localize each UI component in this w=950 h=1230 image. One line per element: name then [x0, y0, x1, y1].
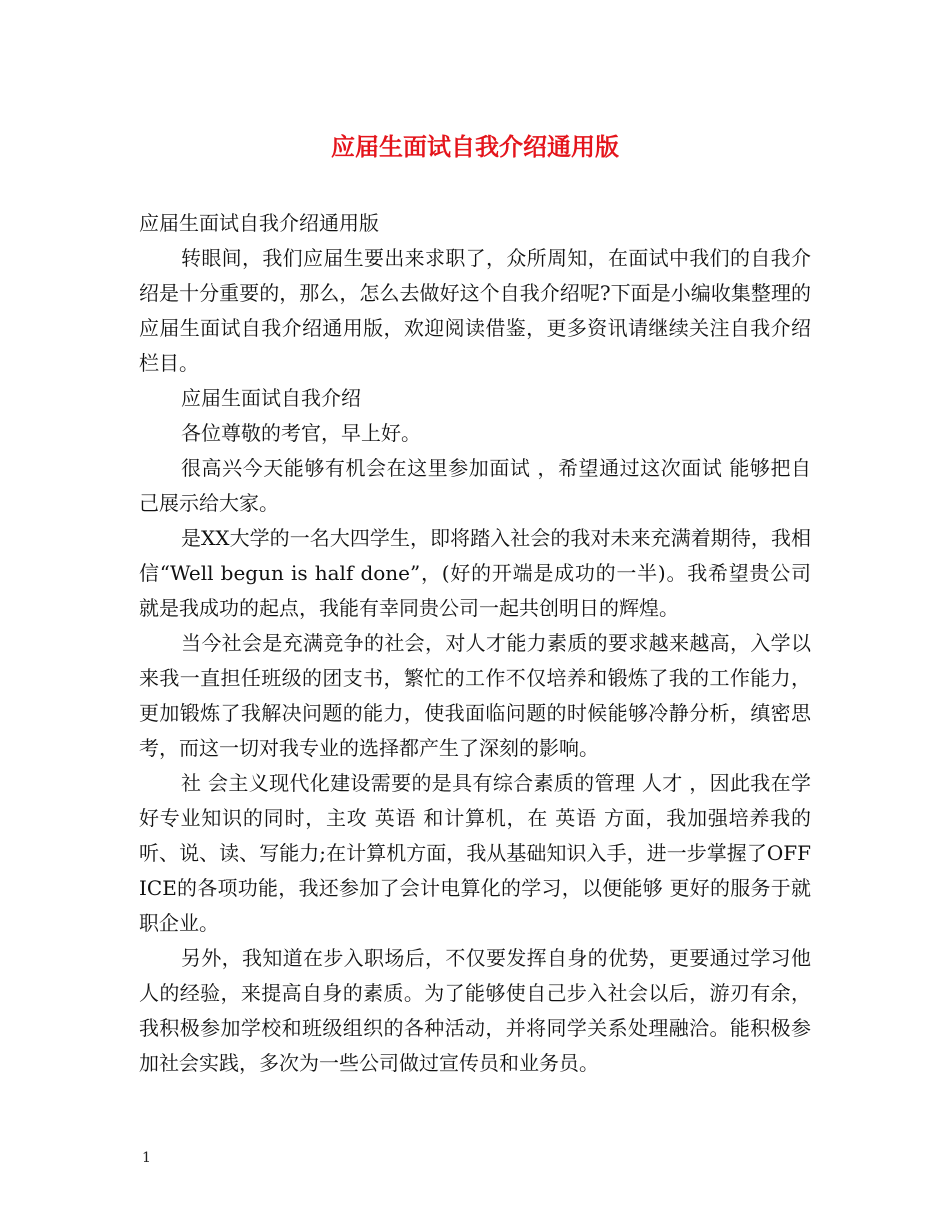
greeting-paragraph: 各位尊敬的考官，早上好。	[181, 421, 421, 445]
competition-paragraph: 当今社会是充满竞争的社会，对人才能力素质的要求越来越高，入学以来我一直担任班级的团支书，繁忙的工作不仅培养和锻炼了我的工作能力，更加锻炼了我解决问题的能力，使我面临问题的时候能够冷静分析，缜密思考，而这一切对我专业的选择都产生了深刻的影响。	[139, 631, 811, 760]
skills-paragraph: 社 会主义现代化建设需要的是具有综合素质的管理 人才 ，因此我在学好专业知识的同时，主攻 英语 和计算机，在 英语 方面，我加强培养我的听、说、读、写能力;在计算机方面，我从基础知识入手，进一步掌握了OFFICE的各项功能，我还参加了会计电算化的学习，以便能够 更好的服务于就职企业。	[139, 771, 811, 935]
document-title: 应届生面试自我介绍通用版	[331, 132, 619, 161]
opening-paragraph: 很高兴今天能够有机会在这里参加面试 ，希望通过这次面试 能够把自己展示给大家。	[139, 456, 811, 515]
intro-paragraph: 转眼间，我们应届生要出来求职了，众所周知，在面试中我们的自我介绍是十分重要的，那么，怎么去做好这个自我介绍呢?下面是小编收集整理的应届生面试自我介绍通用版，欢迎阅读借鉴，更多资讯请继续关注自我介绍栏目。	[139, 246, 811, 375]
section-heading-paragraph: 应届生面试自我介绍	[181, 386, 361, 410]
activities-paragraph: 另外，我知道在步入职场后，不仅要发挥自身的优势，更要通过学习他人的经验，来提高自身的素质。为了能够使自己步入社会以后，游刃有余，我积极参加学校和班级组织的各种活动，并将同学关系处理融洽。能积极参加社会实践，多次为一些公司做过宣传员和业务员。	[139, 946, 811, 1075]
page-number: 1	[142, 1150, 151, 1166]
document-body	[139, 206, 811, 1081]
subtitle-paragraph: 应届生面试自我介绍通用版	[139, 211, 379, 235]
student-paragraph: 是XX大学的一名大四学生，即将踏入社会的我对未来充满着期待，我相信“Well begun is half done”，(好的开端是成功的一半)。我希望贵公司就是我成功的起点，我能有幸同贵公司一起共创明日的辉煌。	[139, 526, 811, 620]
